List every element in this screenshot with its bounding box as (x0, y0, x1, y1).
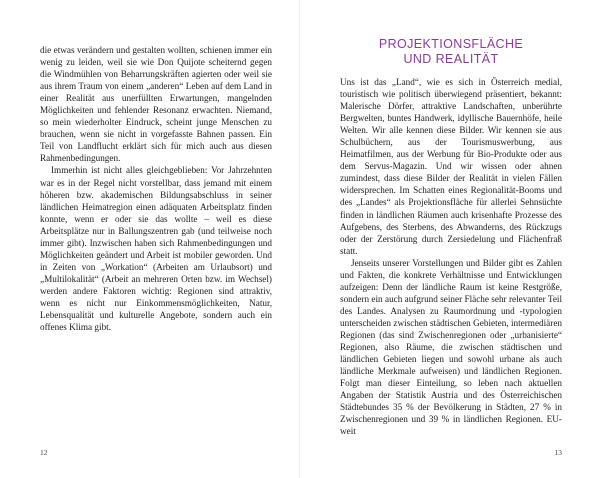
section-heading (340, 37, 562, 67)
paragraph: Immerhin ist nicht alles gleichgeblieben: Vor Jahrzehnten war es in der Regel nicht vorstellbar, dass jemand mit einem höheren bzw. akademischen Bildungsabschluss in seiner ländlichen Heimatregion einen adäquaten Arbeitsplatz finden konnte, wenn er oder sie das wollte – weil es diese Arbeitsplätze nur in Ballungszentren gab (und teilweise noch immer gibt). Inzwischen haben sich Rahmenbedingungen und Möglichkeiten geändert und Arbeit ist mobiler geworden. Und in Zeiten von „Workation“ (Arbeiten am Urlaubsort) und „Multilokalität“ (Arbeit an mehreren Orten bzw. im Wechsel) werden andere Faktoren wichtig: Regionen sind attraktiv, wenn es nicht nur Einkommensmöglichkeiten, Natur, Lebensqualität und kulturelle Angebote, sondern auch ein offenes Klima gibt. (40, 165, 272, 333)
heading-line: PROJEKTIONSFLÄCHE (378, 37, 524, 51)
page-number: 12 (40, 448, 48, 457)
left-text-column (40, 44, 272, 333)
right-text-column (340, 76, 562, 437)
paragraph: Uns ist das „Land“, wie es sich in Österreich medial, touristisch wie politisch überwiegend präsentiert, bekannt: Malerische Dörfer, attraktive Landschaften, unberührte Bergwelten, buntes Handwerk, idyllische Bauernhöfe, heile Welten. Wir alle kennen diese Bilder. Wir kennen sie aus Schulbüchern, aus der Tourismuswerbung, aus Heimatfilmen, aus der Werbung für Bio-Produkte oder aus dem Servus-Magazin. Und wir wissen oder ahnen zumindest, dass diese Bilder der Realität in vielen Fällen widersprechen. Im Schatten eines Regionalität-Booms und des „Landes“ als Projektionsfläche für allerlei Sehnsüchte finden in ländlichen Räumen auch krisenhafte Prozesse des Aufgebens, des Sterbens, des Abwanderns, des Rückzugs oder der Zerstörung durch Zersiedelung und Flächenfraß statt. (340, 77, 562, 256)
heading-line: UND REALITÄT (403, 52, 499, 66)
page-number: 13 (554, 448, 562, 457)
right-page (300, 0, 600, 478)
paragraph: Jenseits unserer Vorstellungen und Bilder gibt es Zahlen und Fakten, die konkrete Verhältnisse und Entwicklungen aufzeigen: Denn der ländliche Raum ist keine Restgröße, sondern ein auch aufgrund seiner Fläche sehr relevanter Teil des Landes. Analysen zu Raumordnung und -typologien unterscheiden zwischen städtischen Gebieten, intermediären Regionen (das sind Zwischenregionen oder „urbanisierte“ Regionen, also Räume, die zwischen städtischen und ländlichen Gebieten liegen und sowohl urbane als auch ländliche Merkmale aufweisen) und ländlichen Regionen. Folgt man dieser Einteilung, so leben nach aktuellen Angaben der Statistik Austria und des Österreichischen Städtebundes 35 % der Bevölkerung in Städten, 27 % in Zwischenregionen und 39 % in ländlichen Regionen. EU-weit (340, 257, 562, 437)
paragraph: die etwas verändern und gestalten wollten, schienen immer ein wenig zu leiden, weil sie wie Don Quijote scheiternd gegen die Windmühlen von Beharrungskräften agierten oder weil sie aus ihrem Traum von einem „anderen“ Leben auf dem Land in einer Realität aus unerfüllten Erwartungen, mangelnden Möglichkeiten und fehlender Resonanz erwachten. Niemand, so mein wiederholter Eindruck, scheint junge Menschen zu brauchen, wenn sie nicht in vorgefasste Bahnen passen. Ein Teil von Landflucht erklärt sich für mich auch aus diesen Rahmenbedingungen. (40, 45, 272, 164)
